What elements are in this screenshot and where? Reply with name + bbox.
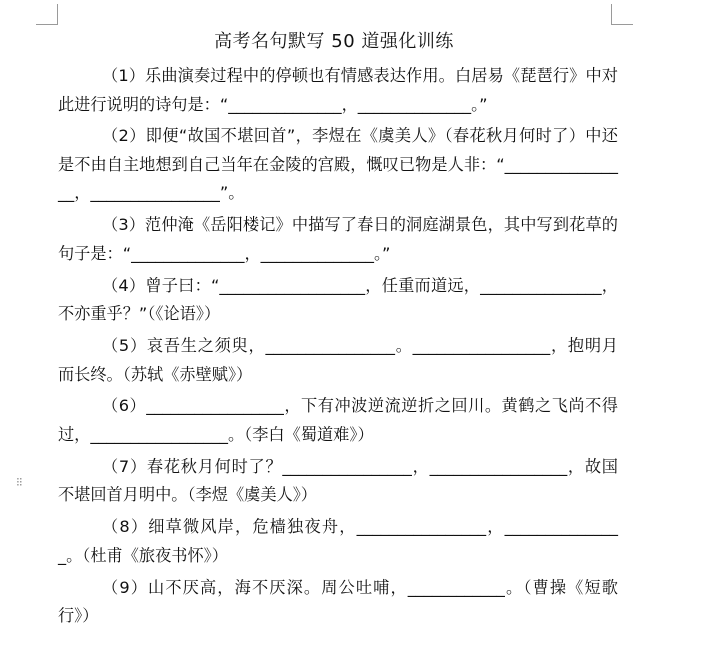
question-paragraph[interactable]: （9）山不厌高，海不厌深。周公吐哺，____________。（曹操《短歌行》） — [58, 577, 618, 626]
question-paragraph[interactable]: （7）春花秋月何时了？________________，_________________，故国不堪回首月明中。（李煜《虞美人》） — [58, 456, 618, 505]
question-paragraph[interactable]: （4）曾子曰：“__________________，任重而道远，_______________，不亦重乎？”（《论语》） — [58, 275, 618, 324]
question-paragraph[interactable]: （2）即便“故国不堪回首”，李煜在《虞美人》（春花秋月何时了）中还是不由自主地想到自己当年在金陵的宫殿，慨叹已物是人非：“________________，________________”。 — [58, 126, 618, 203]
corner-mark-top-left — [57, 4, 58, 25]
corner-mark-top-left — [36, 24, 58, 25]
question-paragraph[interactable]: （1）乐曲演奏过程中的停顿也有情感表达作用。白居易《琵琶行》中对此进行说明的诗句是：“______________，______________。” — [58, 66, 618, 114]
document-title: 高考名句默写 50 道强化训练 — [214, 31, 454, 52]
corner-mark-top-right — [611, 24, 633, 25]
document-body[interactable] — [58, 62, 618, 631]
question-paragraph[interactable]: （3）范仲淹《岳阳楼记》中描写了春日的洞庭湖景色，其中写到花草的句子是：“______________，______________。” — [58, 215, 618, 263]
question-paragraph[interactable]: （6）_________________，下有冲波逆流逆折之回川。黄鹤之飞尚不得过，_________________。（李白《蜀道难》） — [58, 396, 618, 444]
drag-handle-icon[interactable]: ⁝⁝ — [16, 475, 22, 489]
question-paragraph[interactable]: （8）细草微风岸，危樯独夜舟，________________，_______________。（杜甫《旅夜书怀》） — [58, 517, 618, 565]
corner-mark-top-right — [611, 4, 612, 25]
question-paragraph[interactable]: （5）哀吾生之须臾，________________。_________________，抱明月而长终。（苏轼《赤壁赋》） — [58, 336, 618, 384]
